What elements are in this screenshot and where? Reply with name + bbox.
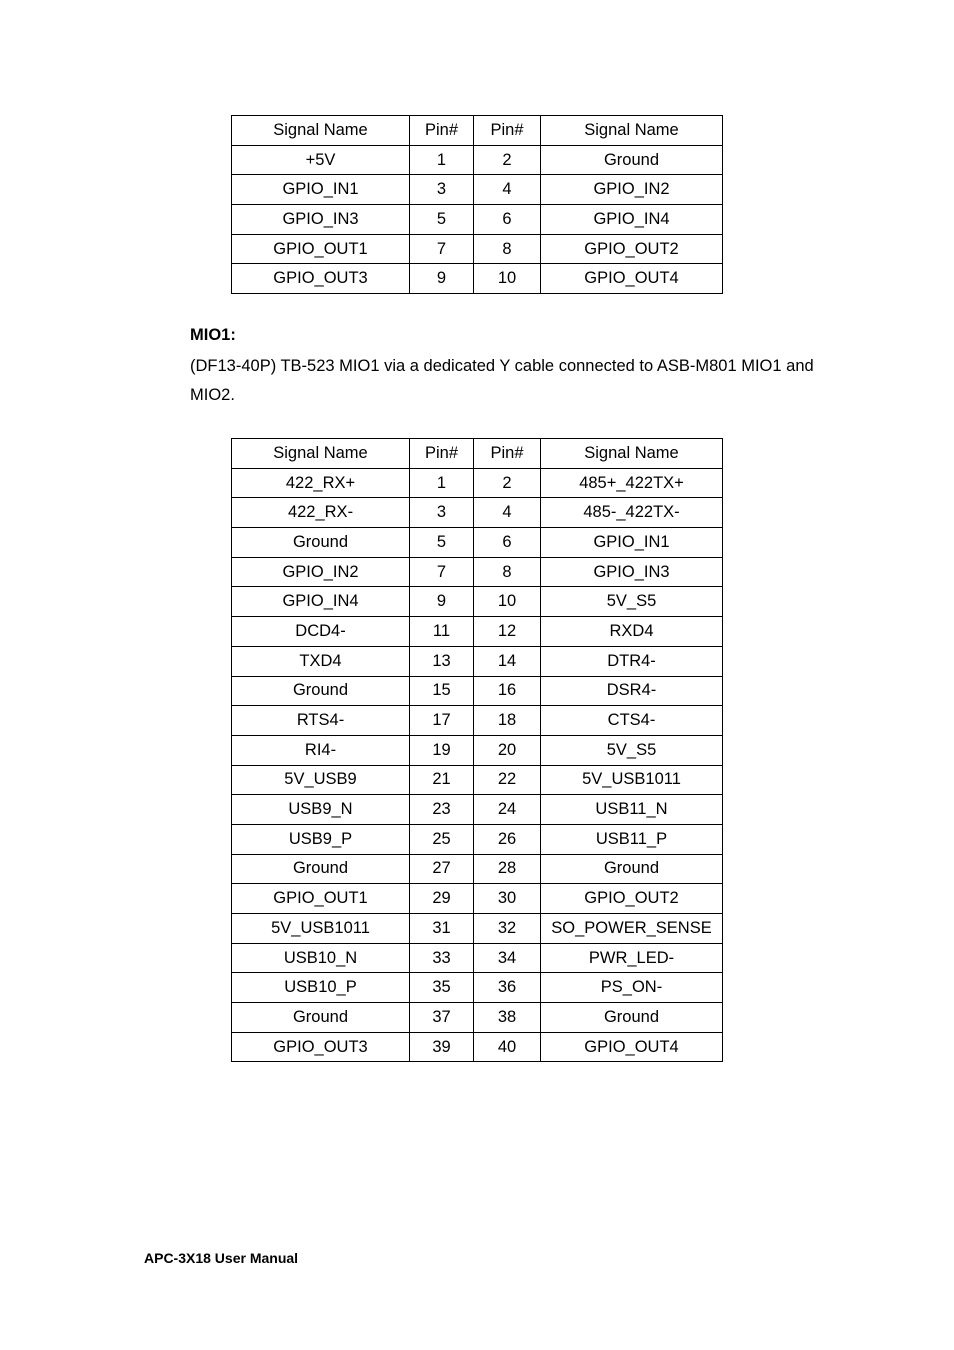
signal-name-cell: DSR4- (541, 676, 723, 706)
signal-name-cell: GPIO_IN4 (541, 205, 723, 235)
pin-number-cell: 15 (410, 676, 474, 706)
pin-number-cell: 36 (474, 973, 541, 1003)
signal-name-cell: TXD4 (232, 646, 410, 676)
signal-name-cell: USB10_P (232, 973, 410, 1003)
pin-number-cell: 3 (410, 498, 474, 528)
pin-number-cell: 8 (474, 234, 541, 264)
signal-name-cell: Ground (541, 1003, 723, 1033)
footer-manual-title: APC-3X18 User Manual (144, 1250, 299, 1266)
pin-number-cell: 29 (410, 884, 474, 914)
pin-number-cell: 2 (474, 145, 541, 175)
header-cell: Signal Name (232, 116, 410, 146)
table-row (232, 175, 723, 205)
pin-number-cell: 6 (474, 205, 541, 235)
header-cell: Signal Name (232, 439, 410, 469)
signal-name-cell: GPIO_IN3 (541, 557, 723, 587)
table-row (232, 587, 723, 617)
table-row (232, 145, 723, 175)
pin-number-cell: 5 (410, 205, 474, 235)
signal-name-cell: GPIO_OUT3 (232, 1032, 410, 1062)
pin-number-cell: 31 (410, 914, 474, 944)
pin-number-cell: 25 (410, 824, 474, 854)
pin-number-cell: 2 (474, 468, 541, 498)
pin-number-cell: 8 (474, 557, 541, 587)
signal-name-cell: USB10_N (232, 943, 410, 973)
signal-name-cell: GPIO_OUT2 (541, 234, 723, 264)
pin-number-cell: 22 (474, 765, 541, 795)
signal-name-cell: GPIO_OUT1 (232, 234, 410, 264)
pin-number-cell: 4 (474, 498, 541, 528)
signal-name-cell: Ground (541, 145, 723, 175)
signal-name-cell: Ground (232, 854, 410, 884)
signal-name-cell: 5V_S5 (541, 735, 723, 765)
signal-name-cell: Ground (232, 676, 410, 706)
pin-number-cell: 28 (474, 854, 541, 884)
table-row (232, 1032, 723, 1062)
table-row (232, 884, 723, 914)
header-row (232, 116, 723, 146)
pin-number-cell: 20 (474, 735, 541, 765)
signal-name-cell: USB9_N (232, 795, 410, 825)
pin-table-body (232, 116, 723, 294)
signal-name-cell: PS_ON- (541, 973, 723, 1003)
header-row (232, 439, 723, 469)
signal-name-cell: GPIO_IN3 (232, 205, 410, 235)
table-row (232, 943, 723, 973)
table-row (232, 973, 723, 1003)
signal-name-cell: GPIO_IN2 (541, 175, 723, 205)
signal-name-cell: GPIO_OUT4 (541, 264, 723, 294)
pin-number-cell: 24 (474, 795, 541, 825)
signal-name-cell: Ground (232, 1003, 410, 1033)
pin-table-top (231, 115, 723, 294)
signal-name-cell: RXD4 (541, 617, 723, 647)
pin-number-cell: 19 (410, 735, 474, 765)
signal-name-cell: GPIO_OUT2 (541, 884, 723, 914)
header-cell: Pin# (410, 439, 474, 469)
signal-name-cell: USB9_P (232, 824, 410, 854)
signal-name-cell: GPIO_OUT1 (232, 884, 410, 914)
pin-number-cell: 21 (410, 765, 474, 795)
pin-number-cell: 3 (410, 175, 474, 205)
header-cell: Signal Name (541, 116, 723, 146)
signal-name-cell: 422_RX+ (232, 468, 410, 498)
pin-number-cell: 30 (474, 884, 541, 914)
pin-number-cell: 6 (474, 528, 541, 558)
signal-name-cell: 422_RX- (232, 498, 410, 528)
header-cell: Pin# (474, 439, 541, 469)
signal-name-cell: RTS4- (232, 706, 410, 736)
pin-number-cell: 33 (410, 943, 474, 973)
table-row (232, 205, 723, 235)
table-row (232, 795, 723, 825)
header-cell: Pin# (410, 116, 474, 146)
signal-name-cell: GPIO_OUT3 (232, 264, 410, 294)
pin-number-cell: 11 (410, 617, 474, 647)
pin-number-cell: 32 (474, 914, 541, 944)
signal-name-cell: USB11_N (541, 795, 723, 825)
signal-name-cell: 485-_422TX- (541, 498, 723, 528)
table-row (232, 765, 723, 795)
pin-number-cell: 4 (474, 175, 541, 205)
table-row (232, 557, 723, 587)
signal-name-cell: 5V_S5 (541, 587, 723, 617)
signal-name-cell: DCD4- (232, 617, 410, 647)
table-row (232, 676, 723, 706)
signal-name-cell: GPIO_IN2 (232, 557, 410, 587)
pin-number-cell: 38 (474, 1003, 541, 1033)
pin-number-cell: 10 (474, 264, 541, 294)
pin-number-cell: 13 (410, 646, 474, 676)
table-row (232, 706, 723, 736)
table-row (232, 854, 723, 884)
table-row (232, 528, 723, 558)
pin-number-cell: 26 (474, 824, 541, 854)
pin-number-cell: 40 (474, 1032, 541, 1062)
signal-name-cell: GPIO_OUT4 (541, 1032, 723, 1062)
table-row (232, 914, 723, 944)
signal-name-cell: RI4- (232, 735, 410, 765)
signal-name-cell: PWR_LED- (541, 943, 723, 973)
pin-number-cell: 10 (474, 587, 541, 617)
table-row (232, 735, 723, 765)
table-row (232, 617, 723, 647)
pin-number-cell: 17 (410, 706, 474, 736)
signal-name-cell: 485+_422TX+ (541, 468, 723, 498)
pin-number-cell: 27 (410, 854, 474, 884)
signal-name-cell: SO_POWER_SENSE (541, 914, 723, 944)
pin-number-cell: 16 (474, 676, 541, 706)
pin-number-cell: 9 (410, 587, 474, 617)
signal-name-cell: 5V_USB1011 (541, 765, 723, 795)
pin-table-mio1 (231, 438, 723, 1062)
pin-number-cell: 34 (474, 943, 541, 973)
signal-name-cell: +5V (232, 145, 410, 175)
header-cell: Signal Name (541, 439, 723, 469)
signal-name-cell: Ground (541, 854, 723, 884)
table-row (232, 646, 723, 676)
header-cell: Pin# (474, 116, 541, 146)
pin-table-body (232, 439, 723, 1062)
pin-number-cell: 18 (474, 706, 541, 736)
table-row (232, 1003, 723, 1033)
pin-number-cell: 23 (410, 795, 474, 825)
pin-number-cell: 5 (410, 528, 474, 558)
pin-number-cell: 9 (410, 264, 474, 294)
pin-number-cell: 12 (474, 617, 541, 647)
signal-name-cell: DTR4- (541, 646, 723, 676)
pin-number-cell: 7 (410, 234, 474, 264)
table-row (232, 468, 723, 498)
signal-name-cell: Ground (232, 528, 410, 558)
signal-name-cell: USB11_P (541, 824, 723, 854)
table-row (232, 498, 723, 528)
section-description: (DF13-40P) TB-523 MIO1 via a dedicated Y cable connected to ASB-M801 MIO1 and MIO2. (190, 357, 814, 404)
pin-number-cell: 1 (410, 468, 474, 498)
signal-name-cell: CTS4- (541, 706, 723, 736)
signal-name-cell: GPIO_IN1 (541, 528, 723, 558)
signal-name-cell: 5V_USB9 (232, 765, 410, 795)
section-heading: MIO1: (190, 326, 236, 344)
table-row (232, 264, 723, 294)
table-row (232, 824, 723, 854)
pin-number-cell: 1 (410, 145, 474, 175)
signal-name-cell: 5V_USB1011 (232, 914, 410, 944)
pin-number-cell: 35 (410, 973, 474, 1003)
signal-name-cell: GPIO_IN4 (232, 587, 410, 617)
pin-number-cell: 14 (474, 646, 541, 676)
signal-name-cell: GPIO_IN1 (232, 175, 410, 205)
pin-number-cell: 7 (410, 557, 474, 587)
table-row (232, 234, 723, 264)
pin-number-cell: 37 (410, 1003, 474, 1033)
pin-number-cell: 39 (410, 1032, 474, 1062)
